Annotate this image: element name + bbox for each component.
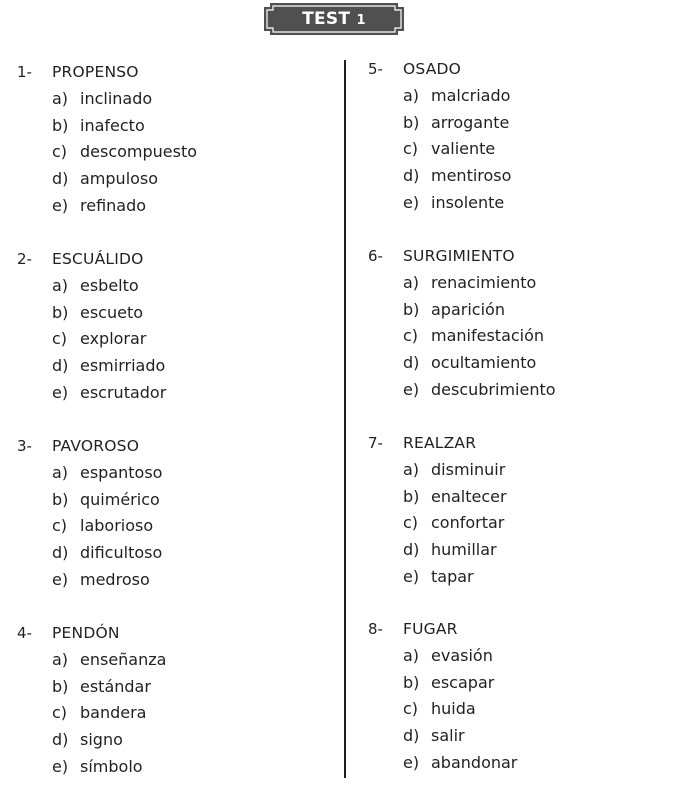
answer-option: [52, 116, 145, 136]
option-text: mentiroso: [431, 166, 512, 186]
question-word: ESCUÁLIDO: [52, 250, 144, 268]
question-number: 7-: [368, 434, 383, 452]
option-letter: d): [52, 169, 69, 189]
option-letter: e): [52, 195, 69, 215]
option-letter: d): [52, 356, 69, 376]
question-number: 3-: [17, 437, 32, 455]
option-letter: a): [403, 646, 420, 665]
question-word: PAVOROSO: [52, 437, 140, 455]
question-number: 8-: [368, 620, 383, 638]
option-text: laborioso: [80, 516, 154, 536]
option-text: estándar: [80, 676, 151, 696]
answer-option: [403, 113, 509, 133]
option-text: descompuesto: [80, 142, 198, 162]
option-text: explorar: [80, 329, 147, 349]
option-text: tapar: [431, 566, 474, 586]
option-text: bandera: [80, 703, 147, 723]
option-letter: a): [403, 86, 420, 105]
option-letter: a): [52, 463, 69, 482]
option-letter: e): [403, 566, 420, 586]
question-word: OSADO: [403, 60, 462, 78]
option-text: enseñanza: [80, 650, 167, 669]
option-text: escueto: [80, 302, 144, 322]
option-letter: c): [403, 699, 419, 719]
option-letter: b): [403, 299, 420, 319]
page-title: [264, 3, 404, 35]
option-letter: a): [403, 273, 420, 292]
answer-option: [52, 516, 153, 536]
option-text: huida: [431, 699, 476, 719]
option-text: aparición: [431, 299, 505, 319]
question-number: 5-: [368, 60, 383, 78]
title-number: 1: [356, 13, 366, 28]
column-divider: [344, 60, 346, 778]
title-label: TEST: [302, 9, 351, 29]
option-text: valiente: [431, 139, 496, 159]
option-text: quimérico: [80, 489, 160, 509]
answer-option: [52, 383, 166, 403]
option-letter: e): [52, 569, 69, 589]
option-text: insolente: [431, 192, 505, 212]
answer-option: [403, 567, 474, 587]
option-letter: b): [52, 115, 69, 135]
option-text: manifestación: [431, 326, 545, 346]
option-letter: c): [52, 516, 68, 536]
answer-option: [403, 300, 505, 320]
answer-option: [403, 353, 536, 373]
question-word: FUGAR: [403, 620, 458, 638]
option-letter: d): [52, 730, 69, 750]
option-text: evasión: [431, 646, 493, 665]
option-text: esmirriado: [80, 356, 166, 376]
option-text: símbolo: [80, 756, 143, 776]
answer-option: [52, 89, 152, 109]
answer-option: [52, 169, 158, 189]
option-letter: a): [52, 276, 69, 295]
option-text: humillar: [431, 540, 497, 560]
option-letter: e): [403, 379, 420, 399]
option-text: abandonar: [431, 752, 518, 772]
option-text: enaltecer: [431, 486, 507, 506]
option-letter: b): [403, 486, 420, 506]
answer-option: [403, 273, 536, 293]
option-text: salir: [431, 726, 465, 746]
option-letter: c): [403, 513, 419, 533]
answer-option: [52, 677, 151, 697]
option-text: signo: [80, 730, 123, 750]
option-text: ampuloso: [80, 169, 159, 189]
answer-option: [403, 380, 556, 400]
option-letter: b): [52, 302, 69, 322]
option-text: escrutador: [80, 382, 167, 402]
answer-option: [52, 703, 146, 723]
option-letter: c): [52, 703, 68, 723]
option-text: confortar: [431, 513, 505, 533]
answer-option: [52, 650, 166, 670]
question-word: REALZAR: [403, 434, 477, 452]
option-letter: d): [403, 726, 420, 746]
option-letter: b): [403, 112, 420, 132]
option-text: disminuir: [431, 460, 506, 479]
option-text: espantoso: [80, 463, 163, 482]
option-letter: c): [403, 139, 419, 159]
answer-option: [52, 463, 162, 483]
answer-option: [403, 139, 495, 159]
answer-option: [52, 543, 162, 563]
answer-option: [403, 193, 504, 213]
answer-option: [403, 540, 497, 560]
option-letter: e): [52, 382, 69, 402]
answer-option: [52, 490, 160, 510]
question-word: PROPENSO: [52, 63, 139, 81]
answer-option: [403, 673, 494, 693]
answer-option: [403, 166, 511, 186]
option-letter: d): [52, 543, 69, 563]
option-letter: b): [52, 489, 69, 509]
option-letter: d): [403, 166, 420, 186]
option-text: refinado: [80, 195, 147, 215]
answer-option: [403, 487, 507, 507]
answer-option: [403, 513, 504, 533]
answer-option: [52, 276, 139, 296]
question-word: PENDÓN: [52, 624, 120, 642]
answer-option: [52, 142, 197, 162]
option-text: arrogante: [431, 112, 510, 132]
answer-option: [403, 646, 493, 666]
question-word: SURGIMIENTO: [403, 247, 515, 265]
option-text: inclinado: [80, 89, 153, 108]
option-text: inafecto: [80, 115, 145, 135]
answer-option: [403, 699, 476, 719]
option-text: renacimiento: [431, 273, 537, 292]
option-letter: b): [52, 676, 69, 696]
answer-option: [403, 753, 517, 773]
option-text: esbelto: [80, 276, 139, 295]
answer-option: [403, 460, 505, 480]
answer-option: [52, 757, 143, 777]
option-letter: c): [403, 326, 419, 346]
option-letter: d): [403, 540, 420, 560]
option-letter: c): [52, 329, 68, 349]
answer-option: [403, 326, 544, 346]
answer-option: [52, 356, 165, 376]
option-letter: b): [403, 672, 420, 692]
option-text: escapar: [431, 672, 495, 692]
option-letter: a): [52, 650, 69, 669]
test-title-banner: [264, 3, 404, 35]
question-number: 4-: [17, 624, 32, 642]
option-letter: a): [403, 460, 420, 479]
question-number: 6-: [368, 247, 383, 265]
option-letter: c): [52, 142, 68, 162]
answer-option: [403, 726, 465, 746]
question-number: 2-: [17, 250, 32, 268]
answer-option: [52, 196, 146, 216]
option-letter: d): [403, 353, 420, 373]
answer-option: [52, 303, 143, 323]
option-letter: e): [403, 752, 420, 772]
option-text: ocultamiento: [431, 353, 537, 373]
answer-option: [403, 86, 510, 106]
answer-option: [52, 570, 150, 590]
answer-option: [52, 329, 146, 349]
option-text: medroso: [80, 569, 150, 589]
option-letter: e): [52, 756, 69, 776]
question-number: 1-: [17, 63, 32, 81]
option-text: descubrimiento: [431, 379, 556, 399]
answer-option: [52, 730, 123, 750]
option-letter: e): [403, 192, 420, 212]
option-letter: a): [52, 89, 69, 108]
option-text: dificultoso: [80, 543, 163, 563]
option-text: malcriado: [431, 86, 511, 105]
